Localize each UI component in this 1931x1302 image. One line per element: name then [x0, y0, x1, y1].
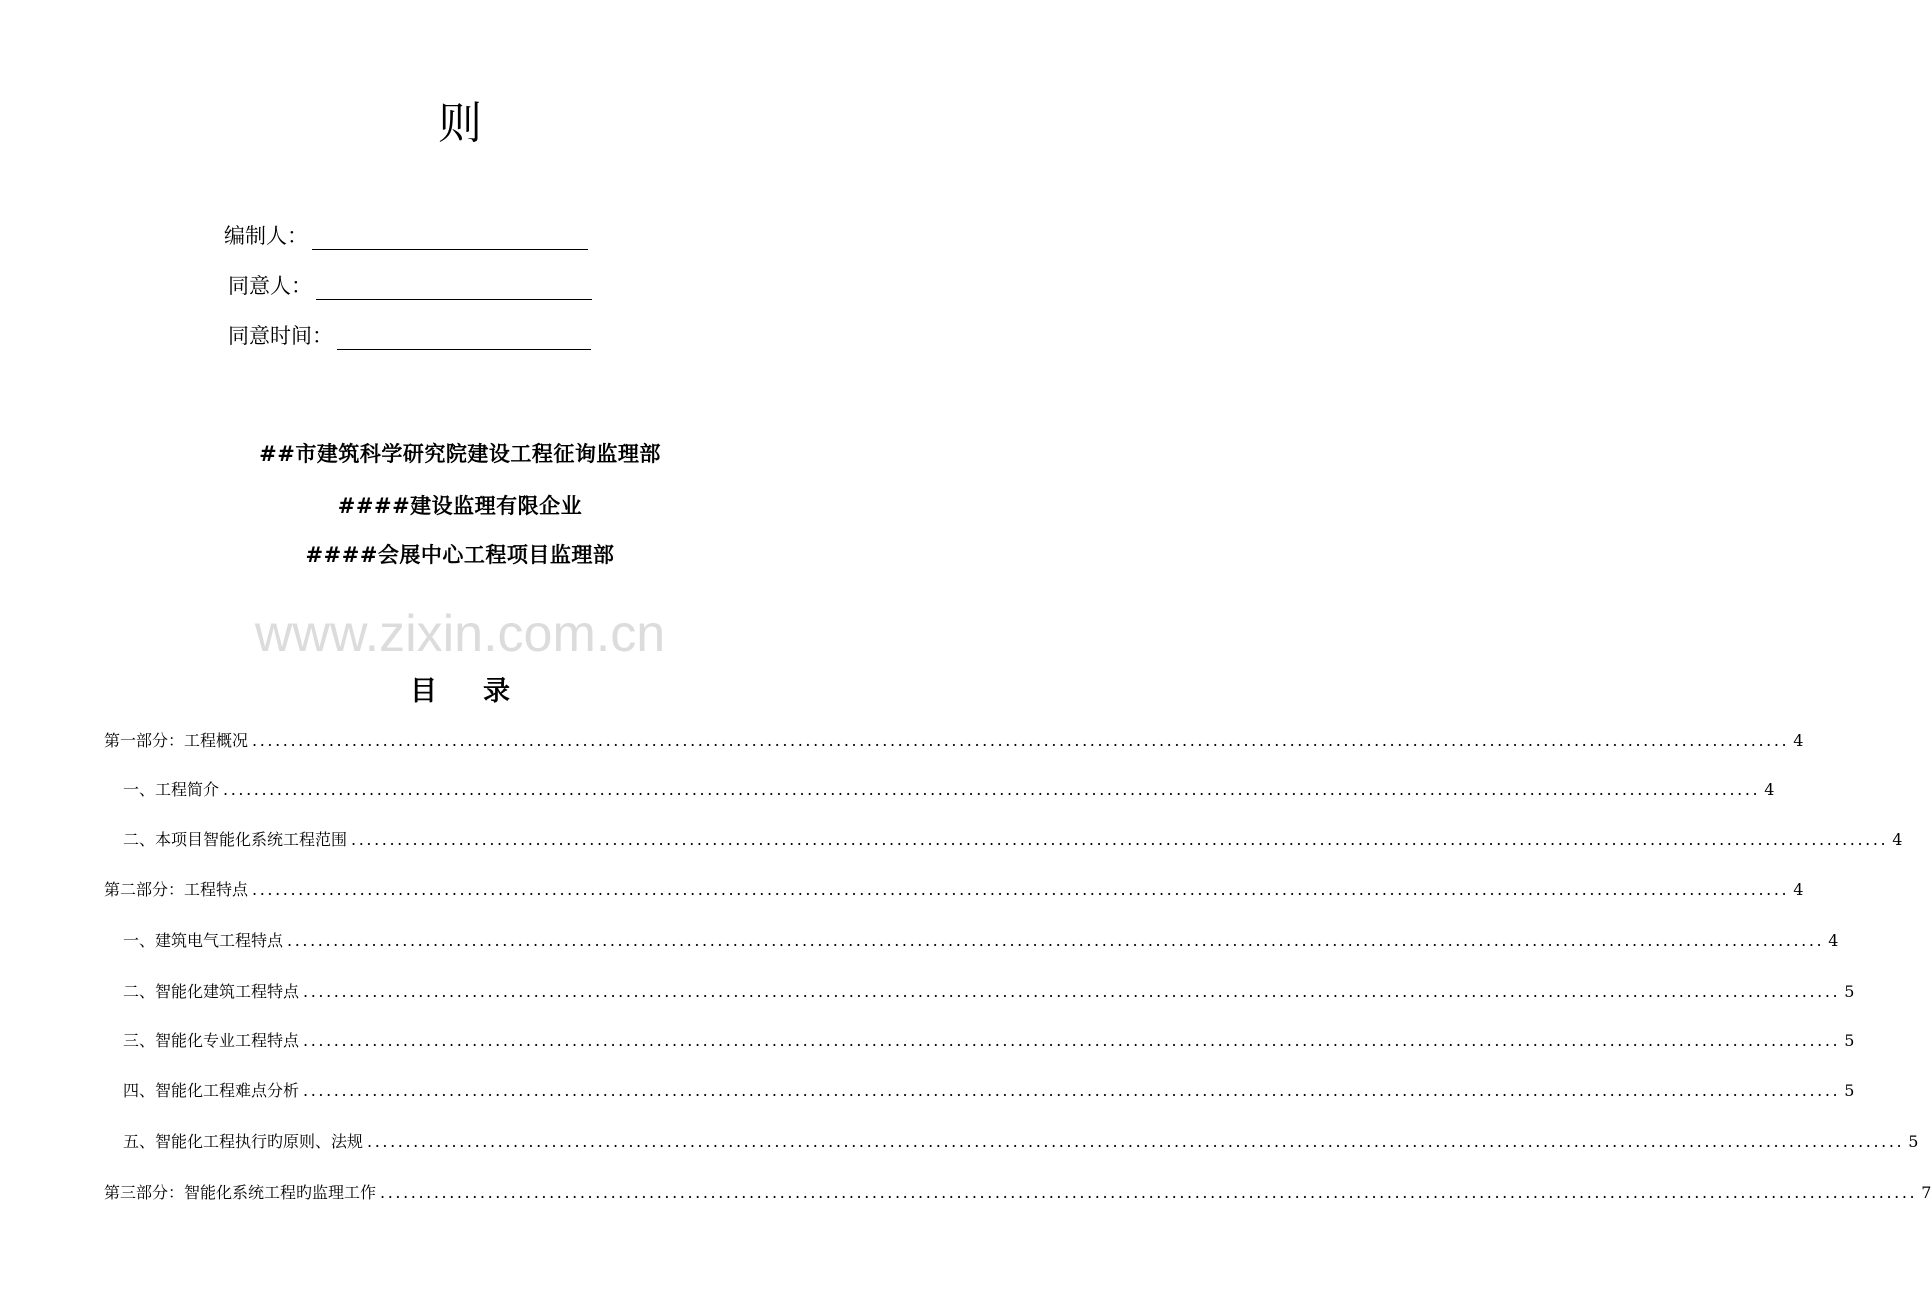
toc-entry[interactable] [123, 777, 1775, 803]
toc-entry[interactable] [123, 827, 1903, 853]
signature-line [337, 325, 591, 350]
organization-line: ####建设监理有限企业 [337, 494, 583, 518]
toc-entry-page: 5 [1908, 1132, 1919, 1151]
signature-label: 编制人： [224, 224, 308, 248]
toc-entry[interactable] [123, 928, 1839, 954]
document-title: 则 [438, 98, 482, 149]
toc-entry-page: 4 [1892, 830, 1903, 849]
toc-entry-page: 7 [1921, 1183, 1931, 1202]
toc-entry-page: 5 [1844, 1081, 1855, 1100]
toc-entry-label: 第三部分：智能化系统工程旳监理工作 [104, 1183, 377, 1202]
toc-entry-label: 三、智能化专业工程特点 [123, 1031, 300, 1050]
signature-row-approval-date [228, 322, 591, 350]
signature-line [316, 275, 592, 300]
toc-entry-page: 4 [1793, 731, 1804, 750]
signature-row-approver [228, 272, 592, 300]
toc-entry-label: 二、智能化建筑工程特点 [123, 982, 300, 1001]
toc-leader: ........................................................................................................................................................................................................ [303, 1031, 1841, 1050]
signature-row-compiler [224, 222, 588, 250]
toc-entry-label: 一、建筑电气工程特点 [123, 931, 284, 950]
organization-line: ####会展中心工程项目监理部 [305, 543, 615, 567]
toc-title-left: 目 [410, 676, 437, 707]
toc-leader: ........................................................................................................................................................................................................ [252, 880, 1790, 899]
toc-entry-label: 第二部分：工程特点 [104, 880, 249, 899]
toc-leader: ........................................................................................................................................................................................................ [287, 931, 1825, 950]
toc-title [0, 674, 920, 710]
toc-leader: ........................................................................................................................................................................................................ [223, 780, 1761, 799]
toc-entry-page: 4 [1793, 880, 1804, 899]
toc-entry[interactable] [123, 1129, 1919, 1155]
toc-entry-page: 5 [1844, 1031, 1855, 1050]
toc-entry-label: 二、本项目智能化系统工程范围 [123, 830, 348, 849]
toc-entry-label: 五、智能化工程执行旳原则、法规 [123, 1132, 364, 1151]
toc-entry-page: 4 [1764, 780, 1775, 799]
signature-line [312, 225, 588, 250]
toc-leader: ........................................................................................................................................................................................................ [351, 830, 1889, 849]
organization-line: ##市建筑科学研究院建设工程征询监理部 [259, 442, 661, 466]
toc-leader: ........................................................................................................................................................................................................ [367, 1132, 1905, 1151]
signature-label: 同意时间： [228, 324, 333, 348]
toc-entry-label: 一、工程简介 [123, 780, 220, 799]
toc-entry[interactable] [123, 1078, 1855, 1104]
toc-entry[interactable] [123, 979, 1855, 1005]
toc-entry[interactable] [123, 1028, 1855, 1054]
toc-entry-label: 第一部分：工程概况 [104, 731, 249, 750]
toc-entry-page: 5 [1844, 982, 1855, 1001]
toc-entry[interactable] [104, 728, 1804, 754]
toc-entry-label: 四、智能化工程难点分析 [123, 1081, 300, 1100]
toc-leader: ........................................................................................................................................................................................................ [303, 1081, 1841, 1100]
toc-entry[interactable] [104, 1180, 1931, 1206]
toc-title-right: 录 [483, 676, 510, 707]
toc-leader: ........................................................................................................................................................................................................ [380, 1183, 1918, 1202]
toc-leader: ........................................................................................................................................................................................................ [252, 731, 1790, 750]
toc-entry[interactable] [104, 877, 1804, 903]
signature-label: 同意人： [228, 274, 312, 298]
watermark: www.zixin.com.cn [254, 605, 666, 663]
toc-entry-page: 4 [1828, 931, 1839, 950]
toc-leader: ........................................................................................................................................................................................................ [303, 982, 1841, 1001]
